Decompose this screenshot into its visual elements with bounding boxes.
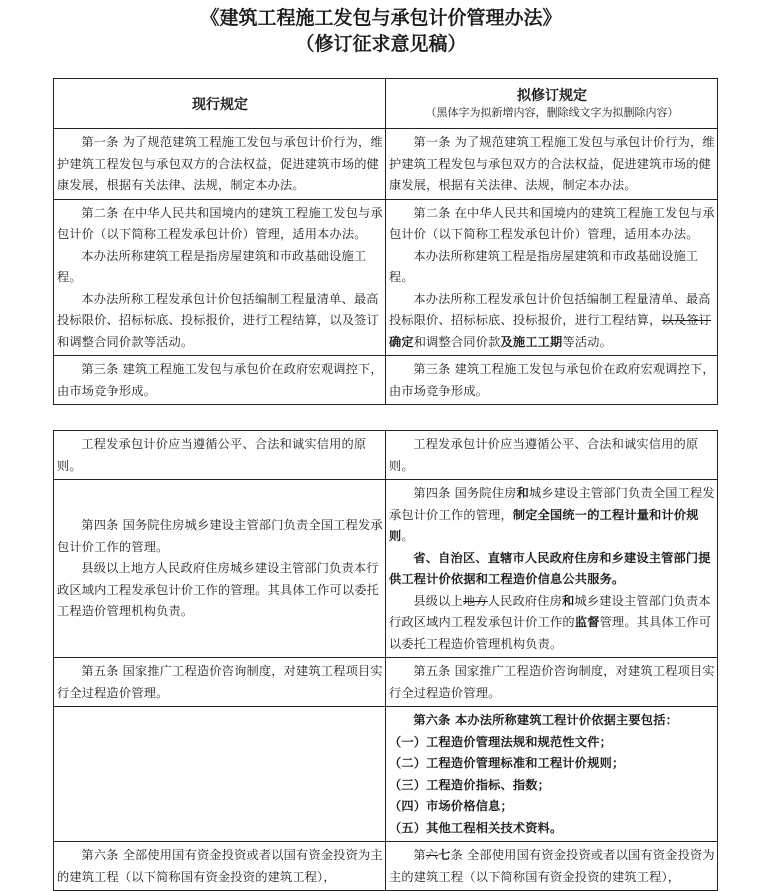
text-segment: 条 全部使用国有资金投资或者以国有资金投资为主的建筑工程（以下简称国有资金投资的建筑工程）， xyxy=(389,848,715,884)
revised-rule-cell xyxy=(386,199,718,356)
header-revised-rules xyxy=(386,79,718,129)
paragraph: 本办法所称工程发承包计价包括编制工程量清单、最高投标限价、招标标底、投标报价，进行工程结算，以及签订和调整合同价款等活动。 xyxy=(57,291,380,349)
text-segment: 县级以上 xyxy=(413,593,463,608)
paragraph: 县级以上地方人民政府住房城乡建设主管部门负责本行政区域内工程发承包计价工作的管理。其具体工作可以委托工程造价管理机构负责。 xyxy=(57,561,380,619)
revised-rule-cell xyxy=(386,129,718,200)
paragraph: 第六条 全部使用国有资金投资或者以国有资金投资为主的建筑工程（以下简称国有资金投资的建筑工程）， xyxy=(57,848,383,884)
text-segment: 第三条 建筑工程施工发包与承包价在政府宏观调控下，由市场竞争形成。 xyxy=(389,362,715,398)
table-row xyxy=(54,658,718,707)
added-text: 和 xyxy=(562,593,575,608)
current-rule-cell xyxy=(54,431,386,480)
current-rule-cell xyxy=(54,842,386,891)
text-segment: 第 xyxy=(413,848,426,862)
text-segment: 管理。其具体工作可以委托工程造价管理机构负责。 xyxy=(389,615,712,651)
added-text: 确定 xyxy=(389,334,414,349)
paragraph xyxy=(389,289,715,354)
current-rule-cell xyxy=(54,129,386,200)
added-text: 制定全国统一的工程计量和计价规则 xyxy=(389,507,699,543)
added-text: 七 xyxy=(438,848,451,862)
deleted-text: 地方 xyxy=(462,593,488,608)
document-subtitle: （修订征求意见稿） xyxy=(295,33,467,55)
added-list-item: （一）工程造价管理法规和规范性文件； xyxy=(389,734,612,749)
added-text: 和 xyxy=(516,486,529,500)
current-rule-cell xyxy=(54,199,386,356)
text-segment: 等活动。 xyxy=(562,334,612,349)
header-current-rules: 现行规定 xyxy=(54,79,386,129)
text-segment: 第四条 国务院住房 xyxy=(413,486,517,500)
table-row xyxy=(54,356,718,405)
text-segment: 城乡建设主管部门负责全国工程发承包计价工作的管理， xyxy=(389,486,715,522)
paragraph xyxy=(389,434,715,477)
table-row xyxy=(54,431,718,480)
paragraph xyxy=(389,548,715,591)
added-text: 及施工工期 xyxy=(500,334,563,349)
paragraph: 工程发承包计价应当遵循公平、合法和诚实信用的原则。 xyxy=(57,437,367,473)
table-row xyxy=(54,129,718,200)
paragraph: 第五条 国家推广工程造价咨询制度，对建筑工程项目实行全过程造价管理。 xyxy=(57,664,383,700)
current-rule-cell xyxy=(54,480,386,658)
text-segment: 第一条 为了规范建筑工程施工发包与承包计价行为，维护建筑工程发包与承包双方的合法权益，促进建筑市场的健康发展，根据有关法律、法规，制定本办法。 xyxy=(389,135,715,192)
paragraph: 第一条 为了规范建筑工程施工发包与承包计价行为，维护建筑工程发包与承包双方的合法权益，促进建筑市场的健康发展，根据有关法律、法规，制定本办法。 xyxy=(57,135,383,192)
header-revised-title: 拟修订规定 xyxy=(517,88,587,104)
added-list-item: （三）工程造价指标、指数； xyxy=(389,777,551,792)
deleted-text: 以及签订 xyxy=(661,313,712,327)
comparison-table-part1 xyxy=(53,78,718,405)
revised-rule-cell xyxy=(386,431,718,480)
revised-rule-cell xyxy=(386,356,718,405)
revised-rule-cell xyxy=(386,707,718,842)
text-segment: 人民政府住房 xyxy=(487,593,563,608)
table-row xyxy=(54,707,718,842)
text-segment: 本办法所称工程发承包计价包括编制工程量清单、最高投标限价、招标标底、投标报价，进行工程结算， xyxy=(389,291,711,327)
current-rule-cell xyxy=(54,356,386,405)
added-text: 监督 xyxy=(574,615,600,629)
text-segment: 第二条 在中华人民共和国境内的建筑工程施工发包与承包计价（以下简称工程发承包计价）管理，适用本办法。 xyxy=(389,205,715,241)
text-segment: 第五条 国家推广工程造价咨询制度，对建筑工程项目实行全过程造价管理。 xyxy=(389,664,715,700)
paragraph: 本办法所称建筑工程是指房屋建筑和市政基础设施工程。 xyxy=(57,248,367,284)
added-list-item: （二）工程造价管理标准和工程计价规则； xyxy=(389,756,625,770)
deleted-text: 六 xyxy=(425,848,439,862)
revised-rule-cell xyxy=(386,658,718,707)
paragraph xyxy=(389,359,715,402)
added-text: 省、自治区、直辖市人民政府住房和乡建设主管部门提供工程计价依据和工程造价信息公共服务。 xyxy=(389,550,711,586)
paragraph xyxy=(389,483,715,548)
revised-rule-cell xyxy=(386,842,718,891)
text-segment: 城乡建设主管部门负责本行政区域内工程发承包计价工作的 xyxy=(389,593,711,629)
paragraph xyxy=(389,132,715,197)
paragraph xyxy=(389,246,715,289)
paragraph: 第三条 建筑工程施工发包与承包价在政府宏观调控下，由市场竞争形成。 xyxy=(57,362,383,398)
paragraph xyxy=(389,591,715,656)
paragraph: 第二条 在中华人民共和国境内的建筑工程施工发包与承包计价（以下简称工程发承包计价）管理，适用本办法。 xyxy=(57,205,383,241)
current-rule-cell-empty xyxy=(54,707,386,842)
table-row xyxy=(54,842,718,891)
added-article-heading: 第六条 本办法所称建筑工程计价依据主要包括： xyxy=(413,713,678,727)
table-header-row xyxy=(54,79,718,129)
table-row xyxy=(54,480,718,658)
text-segment: 本办法所称建筑工程是指房屋建筑和市政基础设施工程。 xyxy=(389,248,699,284)
text-segment: 和调整合同价款 xyxy=(413,334,501,349)
paragraph xyxy=(389,845,715,888)
header-revised-note: （黑体字为拟新增内容，删除线文字为拟删除内容） xyxy=(425,106,679,119)
comparison-table-part2 xyxy=(53,430,718,891)
table-row xyxy=(54,199,718,356)
paragraph xyxy=(389,661,715,704)
paragraph: 第四条 国务院住房城乡建设主管部门负责全国工程发承包计价工作的管理。 xyxy=(57,518,383,554)
document-title: 《建筑工程施工发包与承包计价管理办法》 xyxy=(200,7,562,29)
added-list-item: （五）其他工程相关技术资料。 xyxy=(389,820,563,835)
text-segment: 工程发承包计价应当遵循公平、合法和诚实信用的原则。 xyxy=(389,437,699,473)
current-rule-cell xyxy=(54,658,386,707)
added-list-item: （四）市场价格信息； xyxy=(389,799,513,813)
revised-rule-cell xyxy=(386,480,718,658)
paragraph xyxy=(389,203,715,246)
text-segment: 。 xyxy=(401,529,414,543)
